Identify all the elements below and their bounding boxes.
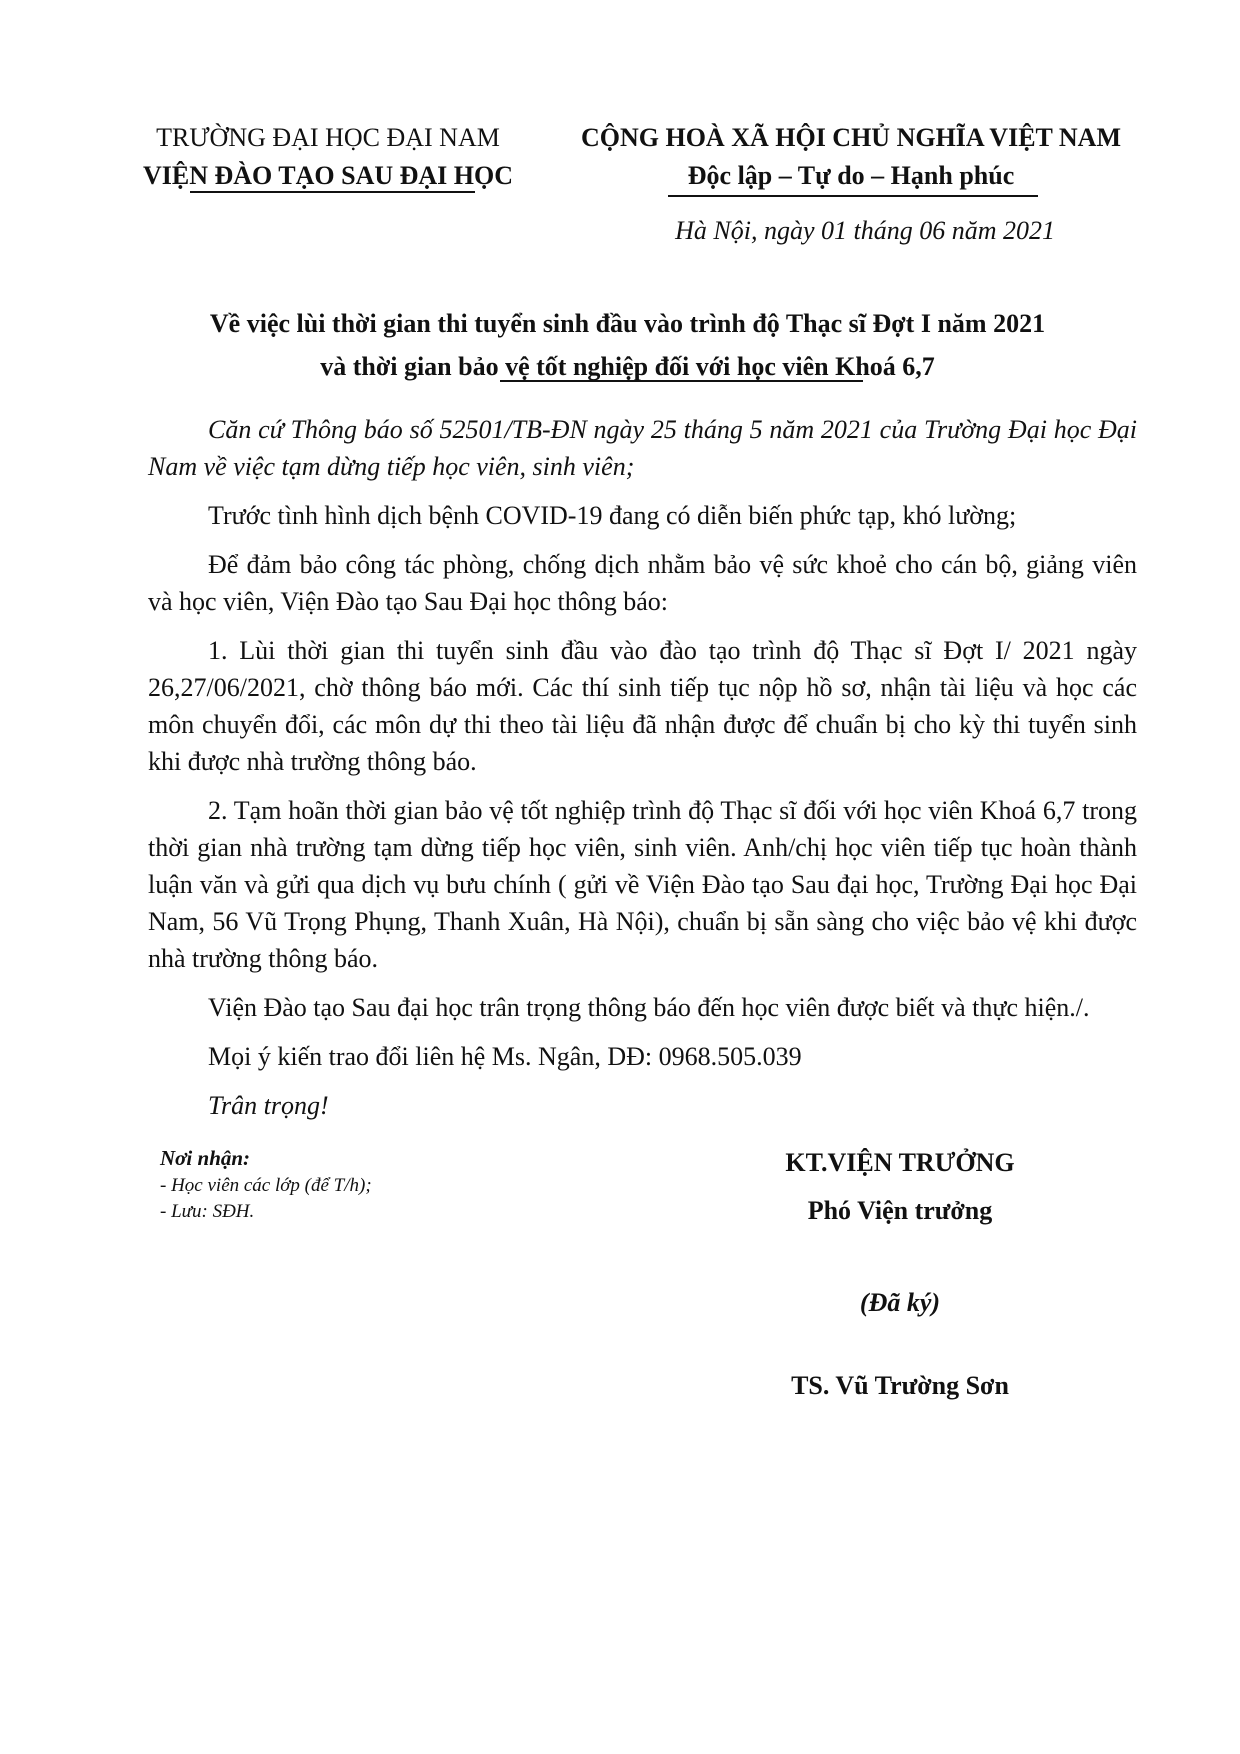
context-paragraph: Trước tình hình dịch bệnh COVID-19 đang có diễn biến phức tạp, khó lường; [208,501,1017,530]
subject-underline [500,380,863,382]
national-motto: Độc lập – Tự do – Hạnh phúc [687,161,1015,190]
subject-line-2: và thời gian bảo vệ tốt nghiệp đối với học viên Khoá 6,7 [320,352,935,381]
institute-underline [190,191,475,193]
document-subject [150,302,1105,388]
date-line: Hà Nội, ngày 01 tháng 06 năm 2021 [675,216,1055,245]
signer-title: KT.VIỆN TRƯỞNG [785,1148,1015,1177]
signer-position: Phó Viện trưởng [807,1196,993,1225]
recipient-item: - Học viên các lớp (để T/h); [160,1175,372,1196]
motto-underline [668,195,1038,197]
university-name: TRƯỜNG ĐẠI HỌC ĐẠI NAM [156,123,500,152]
closing-paragraph: Trân trọng! [208,1091,329,1120]
subject-line-1: Về việc lùi thời gian thi tuyển sinh đầu vào trình độ Thạc sĩ Đợt I năm 2021 [209,309,1046,338]
institute-name: VIỆN ĐÀO TẠO SAU ĐẠI HỌC [142,161,514,190]
recipients-heading: Nơi nhận: [160,1146,251,1170]
signer-name: TS. Vũ Trường Sơn [791,1371,1009,1400]
country-name: CỘNG HOÀ XÃ HỘI CHỦ NGHĨA VIỆT NAM [580,123,1122,152]
recipient-item: - Lưu: SĐH. [160,1201,255,1222]
item-1-paragraph: 1. Lùi thời gian thi tuyển sinh đầu vào đào tạo trình độ Thạc sĩ Đợt I/ 2021 ngày 26,27/06/2021, chờ thông báo mới. Các thí sinh tiếp tục nộp hồ sơ, nhận tài liệu và học các môn chuyển đổi, các môn dự thi theo tài liệu đã nhận được để chuẩn bị cho kỳ thi tuyển sinh khi được nhà trường thông báo. [148,636,1137,776]
issuer-block [128,119,528,195]
contact-paragraph: Mọi ý kiến trao đổi liên hệ Ms. Ngân, DĐ: 0968.505.039 [208,1042,802,1071]
document-body [148,411,1137,1136]
purpose-paragraph: Để đảm bảo công tác phòng, chống dịch nhằm bảo vệ sức khoẻ cho cán bộ, giảng viên và học viên, Viện Đào tạo Sau Đại học thông báo: [148,550,1137,616]
recipients-block [160,1143,580,1225]
notice-paragraph: Viện Đào tạo Sau đại học trân trọng thông báo đến học viên được biết và thực hiện./. [208,993,1090,1022]
signed-note: (Đã ký) [859,1288,941,1317]
basis-paragraph: Căn cứ Thông báo số 52501/TB-ĐN ngày 25 tháng 5 năm 2021 của Trường Đại học Đại Nam về việc tạm dừng tiếp học viên, sinh viên; [148,415,1137,481]
item-2-paragraph: 2. Tạm hoãn thời gian bảo vệ tốt nghiệp trình độ Thạc sĩ đối với học viên Khoá 6,7 trong thời gian nhà trường tạm dừng tiếp học viên, sinh viên. Anh/chị học viên tiếp tục hoàn thành luận văn và gửi qua dịch vụ bưu chính ( gửi về Viện Đào tạo Sau đại học, Trường Đại học Đại Nam, 56 Vũ Trọng Phụng, Thanh Xuân, Hà Nội), chuẩn bị sẵn sàng cho việc bảo vệ khi được nhà trường thông báo. [148,796,1137,973]
national-heading [556,119,1146,195]
